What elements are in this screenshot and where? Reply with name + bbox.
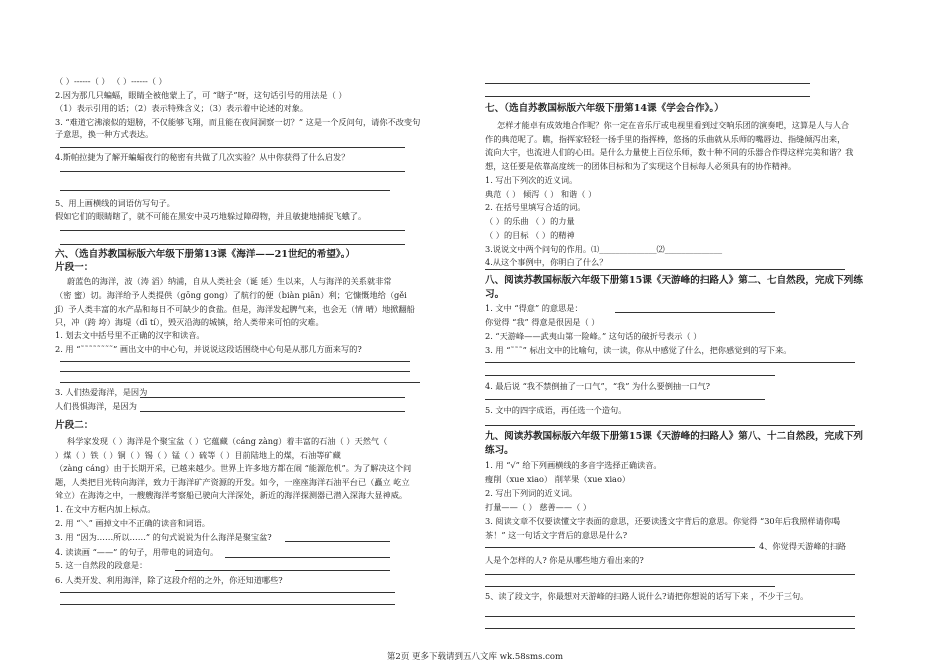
section-7-line: 流向大宇，也流进人们的心田。是什么力量使上百位乐师，数十种不同的乐器合作得这样完美和谐？我 <box>485 147 854 157</box>
fill-words-b: （ ）的目标 （ ）的精神 <box>485 230 575 240</box>
answer-line[interactable] <box>60 230 405 231</box>
section-8-question-5: 5. 文中的四字成语，再任选一个造句。 <box>485 405 627 415</box>
answer-line[interactable] <box>485 425 855 426</box>
answer-line[interactable] <box>485 362 855 363</box>
section-8-question-1: 1. 文中 “得意” 的意思是： <box>485 303 583 313</box>
section-7-question-2: 2. 在括号里填写合适的词。 <box>485 202 586 212</box>
answer-line[interactable] <box>60 171 405 172</box>
section-8-question-3: 3. 用 “˜˜˜” 标出文中的比喻句，读一读，你从中感觉了什么，把你感觉到的写下来。 <box>485 345 792 355</box>
question-2-options: （1）表示引用的话；（2）表示特殊含义；（3）表示着中论述的对象。 <box>55 103 309 113</box>
answer-line[interactable] <box>60 361 410 362</box>
section-9-title-cont: 练习。 <box>485 445 514 456</box>
passage-1-line: 只，冲（跨 垮）海堤（dī tí），毁灭沿海的城镇，给人类带来可怕的灾难。 <box>55 317 324 327</box>
section-8-question-2: 2. “天游峰——武夷山第一险峰。” 这句话的破折号表示（ ） <box>485 331 702 341</box>
answer-line[interactable] <box>225 557 390 558</box>
answer-line[interactable] <box>485 375 775 376</box>
answer-line[interactable] <box>60 604 395 605</box>
answer-line[interactable] <box>60 371 410 372</box>
answer-line[interactable] <box>60 147 405 148</box>
passage-2-question-3: 3. 用 “因为……所以……” 的句式说说为什么海洋是聚宝盆? <box>55 532 272 542</box>
question-5-imitate: 5、用上画横线的词语仿写句子。 <box>55 198 175 208</box>
passage-2-title: 片段二： <box>55 420 94 431</box>
question-3-rhetorical-cont: 子意思，换一种方式表达。 <box>55 129 154 139</box>
answer-line[interactable] <box>485 399 765 400</box>
passage-2-question-4: 4. 读读画 “——” 的句子，用带电的词造句。 <box>55 547 219 557</box>
synonym-blanks: 典范（ ） 倾泻（ ） 和谐（ ） <box>485 189 597 199</box>
antonym-pairs-line: （ ）------（ ） （ ）------（ ） <box>55 76 167 86</box>
section-8-question-1b: 你觉得 “我” 得意是很因是（ ） <box>485 317 600 327</box>
answer-line[interactable] <box>140 411 405 412</box>
section-9-title: 九、阅读苏教国标版六年级下册第15课《天游峰的扫路人》第八、十二自然段，完成下列 <box>485 431 863 442</box>
section-9-question-5: 5、读了段文字，你最想对天游峰的扫路人说什么?请把你想说的话写下来 ，不少于三句。 <box>485 591 809 601</box>
passage-1-line: 蔚蓝色的海洋，波（涛 滔）纳浦，自从人类社会（诞 延）生以来，人与海洋的关系就非常 <box>67 276 392 286</box>
passage-1-question-1: 1. 划去文中括号里不正确的汉字和读音。 <box>55 330 205 340</box>
section-7-question-3: 3.说说文中两个问句的作用。⑴______________⑵______________ <box>485 244 723 254</box>
section-9-question-2: 2. 写出下列词的近义词。 <box>485 488 578 498</box>
question-5-sample-sentence: 假如它们的眼睛瞎了，就不可能在黑安中灵巧地躲过障碍物，并且敏捷地捕捉飞蛾了。 <box>55 211 367 221</box>
answer-line[interactable] <box>60 244 405 245</box>
passage-2-line: 科学家发现（ ）海洋是个聚宝盆（ ）它蕴藏（cáng zàng）着丰富的石油（ ）天然气（ <box>67 436 388 446</box>
passage-2-line: 耸立）在海涛之中，一艘艘海洋考察船已驶向大洋深处，新近的海洋探测器已潜入深海大显神威。 <box>55 490 408 500</box>
polyphone-options: 瘦削（xue xiao） 削苹果（xue xiao） <box>485 474 631 484</box>
answer-line[interactable] <box>140 397 405 398</box>
passage-1-line: （密 蜜）切。海洋给予人类提供（gōng gong）了航行的便（biàn piān）利；它慷慨地给（gěi <box>55 290 407 300</box>
section-9-question-3-cont: 茶！” 这一句话文字背后的意思是什么? <box>485 530 628 540</box>
passage-1-question-3b: 人们畏惧海洋，是因为 <box>55 401 137 411</box>
answer-line[interactable] <box>485 547 755 548</box>
passage-2-question-6: 6. 人类开发、利用海洋，除了这段介绍的之外，你还知道哪些? <box>55 575 283 585</box>
answer-line[interactable] <box>485 574 855 575</box>
section-7-line: 想，这任要是依靠高度统一的团体目标和为了实现这个目标每人必须具有的协作精神。 <box>485 161 797 171</box>
section-9-question-3: 3. 阅读文章不仅要读懂文字表面的意思，还要读透文字背后的意思。你觉得 “30年后我照样请你喝 <box>485 516 841 526</box>
passage-2-question-2: 2. 用 “＼” 画掉文中不正确的读音和词语。 <box>55 518 210 528</box>
section-7-line: 怎样才能卓有成效地合作呢？你一定在音乐厅或电视里看到过交响乐团的演奏吧，这算是人与人合 <box>497 120 850 130</box>
passage-2-line: （zàng cáng）由于长期开采，已越来越少。世界上许多地方都在闹 “能源危机”。为了解决这个问 <box>55 463 412 473</box>
answer-line[interactable] <box>485 96 810 97</box>
answer-line[interactable] <box>485 586 775 587</box>
fill-words-a: （ ）的乐曲 （ ）的力量 <box>485 216 575 226</box>
passage-2-line: ）煤（ ）铁（ ）铜（ ）锡（ ）锰（ ）硫等（ ）目前陆地上的煤，石油等矿藏 <box>55 450 341 460</box>
answer-line[interactable] <box>485 83 810 84</box>
section-8-title: 八、阅读苏教国标版六年级下册第15课《天游峰的扫路人》第二、七自然段，完成下列练 <box>485 275 863 286</box>
passage-1-line: jǐ）予人类丰富的水产品和每日不可缺少的食盐。但是，海洋发起脾气来，也会无（情 晴）地掀翻船 <box>55 304 415 314</box>
section-7-question-1: 1. 写出下列次的近义词。 <box>485 175 578 185</box>
question-4-experiments: 4.斯帕拉捷为了解开蝙蝠夜行的秘密有共做了几次实验？从中你获得了什么启发？ <box>55 152 350 162</box>
passage-2-question-5: 5. 这一自然段的段意是： <box>55 560 148 570</box>
section-7-question-4: 4.从这个事例中，你明白了什么？ <box>485 257 608 267</box>
section-9-question-4: 4、你觉得天游峰的扫路 <box>759 541 847 551</box>
section-8-question-4: 4. 最后说 “我不禁倒抽了一口气”，“我” 为什么要倒抽一口气? <box>485 381 711 391</box>
section-8-title-cont: 习。 <box>485 289 505 300</box>
answer-line[interactable] <box>175 570 390 571</box>
passage-1-question-2: 2. 用 “˜˜˜˜˜˜˜˜” 画出文中的中心句，并说说这段话围绕中心句是从那几方面来写的? <box>55 344 362 354</box>
section-9-question-1: 1. 用 “√” 给下列画横线的多音字选择正确读音。 <box>485 460 662 470</box>
answer-line[interactable] <box>485 616 855 617</box>
passage-1-title: 片段一： <box>55 262 94 273</box>
answer-line[interactable] <box>60 382 420 383</box>
answer-line[interactable] <box>485 628 855 629</box>
question-2-quote-usage: 2.因为那几只蝙蝠，眼睛全被他蒙上了，可 “瞎子”呀，这句话引号的用法是（ ） <box>55 90 347 100</box>
passage-1-question-3: 3. 人们热爱海洋，是因为 <box>55 387 148 397</box>
synonym-blanks-2: 打量——（ ） 慈善——（ ） <box>485 502 592 512</box>
answer-line[interactable] <box>615 312 775 313</box>
answer-line[interactable] <box>485 269 845 270</box>
passage-2-question-1: 1. 在文中方框内加上标点。 <box>55 504 156 514</box>
passage-2-line: 题，人类把目光转向海洋，致力于海洋矿产资源的开发。如今，一座座海洋石油平台已（矗立 屹立 <box>55 477 410 487</box>
answer-line[interactable] <box>285 541 390 542</box>
answer-line[interactable] <box>60 592 395 593</box>
section-6-title: 六、（选自苏教国标版六年级下册第13课《海洋——21世纪的希望》。） <box>55 249 356 260</box>
section-7-title: 七、（选自苏教国标版六年级下册第14课《学会合作》。） <box>485 103 724 114</box>
section-7-line: 作的典范呢了。瞧，指挥家轻轻一扬手里的指挥棒，悠扬的乐曲就从乐师的嘴唇边、指缝倾泻出来， <box>485 134 846 144</box>
section-9-question-4-cont: 人是个怎样的人? 你是从哪些地方看出来的? <box>485 555 644 565</box>
answer-line[interactable] <box>60 190 390 191</box>
question-3-rhetorical: 3. “难道它沸滚似的翅膀，不仅能够飞翔，而且能在夜间洞察一切？” 这是一个反问句，请你不改变句 <box>55 117 421 127</box>
page-footer: 第2页 更多下载请到五八文库 wk.58sms.com <box>386 652 564 662</box>
